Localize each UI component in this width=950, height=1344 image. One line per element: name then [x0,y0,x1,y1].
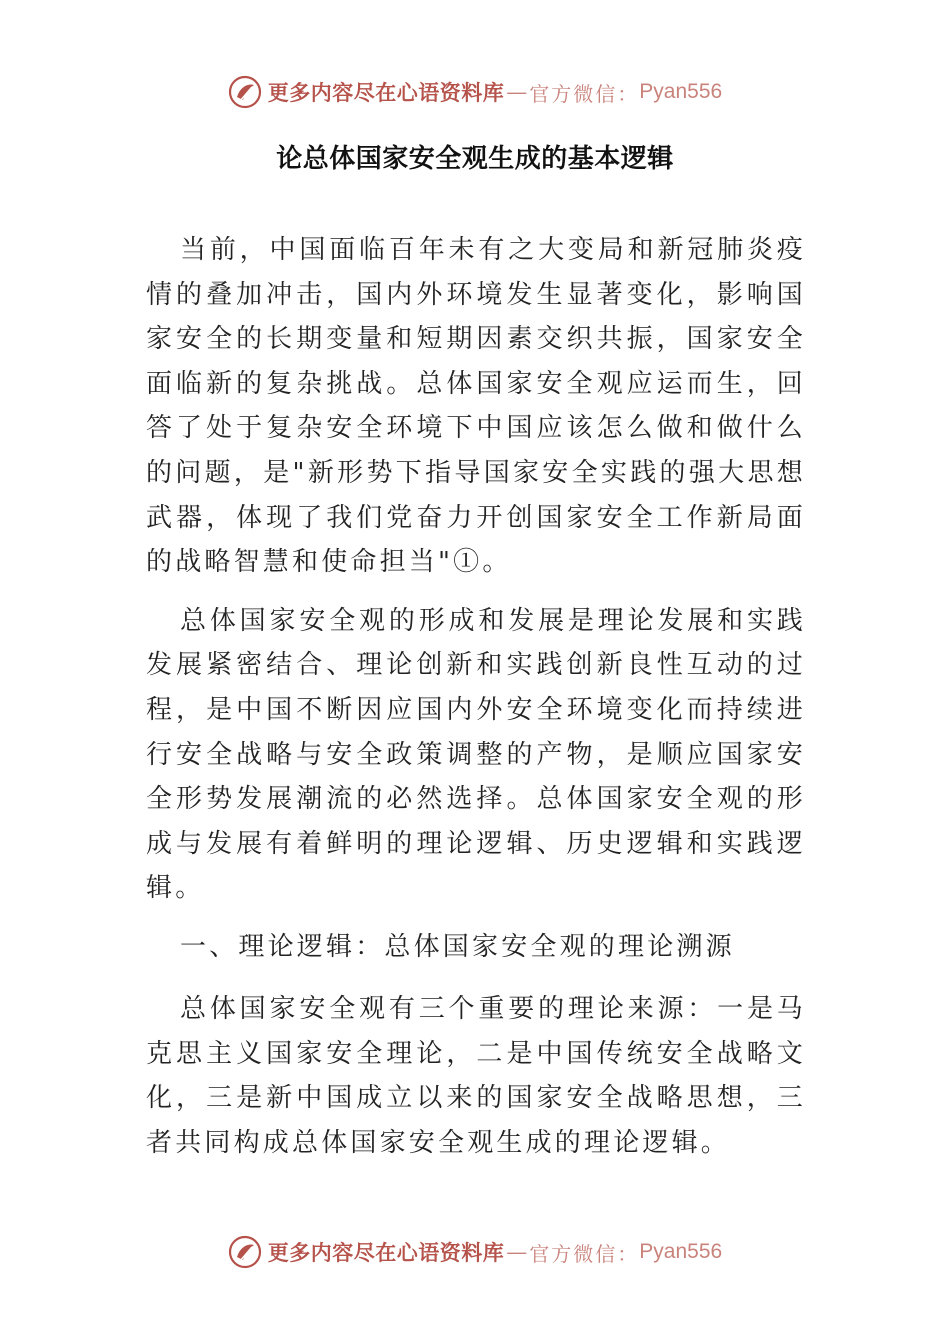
document-title: 论总体国家安全观生成的基本逻辑 [276,144,674,174]
banner-brand-text: 更多内容尽在心语资料库 [267,1240,505,1265]
banner-brand-text: 更多内容尽在心语资料库 [267,80,505,105]
paragraph-3: 总体国家安全观有三个重要的理论来源：一是马克思主义国家安全理论，二是中国传统安全战略文化，三是新中国成立以来的国家安全战略思想，三者共同构成总体国家安全观生成的理论逻辑。 [146,993,806,1158]
header-banner [0,70,950,114]
document-body [146,228,806,1179]
brand-logo-icon [228,1235,262,1269]
banner-contact-label: 官方微信： [529,1241,640,1266]
paragraph-1: 当前，中国面临百年未有之大变局和新冠肺炎疫情的叠加冲击，国内外环境发生显著变化，影响国家安全的长期变量和短期因素交织共振，国家安全面临新的复杂挑战。总体国家安全观应运而生，回答了处于复杂安全环境下中国应该怎么做和做什么的问题，是"新形势下指导国家安全实践的强大思想武器，体现了我们党奋力开创国家安全工作新局面的战略智慧和使命担当"①。 [146,235,806,578]
paragraph-2: 总体国家安全观的形成和发展是理论发展和实践发展紧密结合、理论创新和实践创新良性互动的过程，是中国不断因应国内外安全环境变化而持续进行安全战略与安全政策调整的产物，是顺应国家安全形势发展潮流的必然选择。总体国家安全观的形成与发展有着鲜明的理论逻辑、历史逻辑和实践逻辑。 [146,605,806,904]
banner-wechat-id: Pyan556 [639,80,723,103]
section-heading: 一、理论逻辑：总体国家安全观的理论溯源 [180,931,735,962]
banner-contact-label: 官方微信： [529,81,640,106]
banner-wechat-id: Pyan556 [639,1240,723,1263]
footer-banner [0,1230,950,1274]
banner-separator: — [506,80,528,104]
banner-separator: — [506,1240,528,1264]
brand-logo-icon [228,75,262,109]
